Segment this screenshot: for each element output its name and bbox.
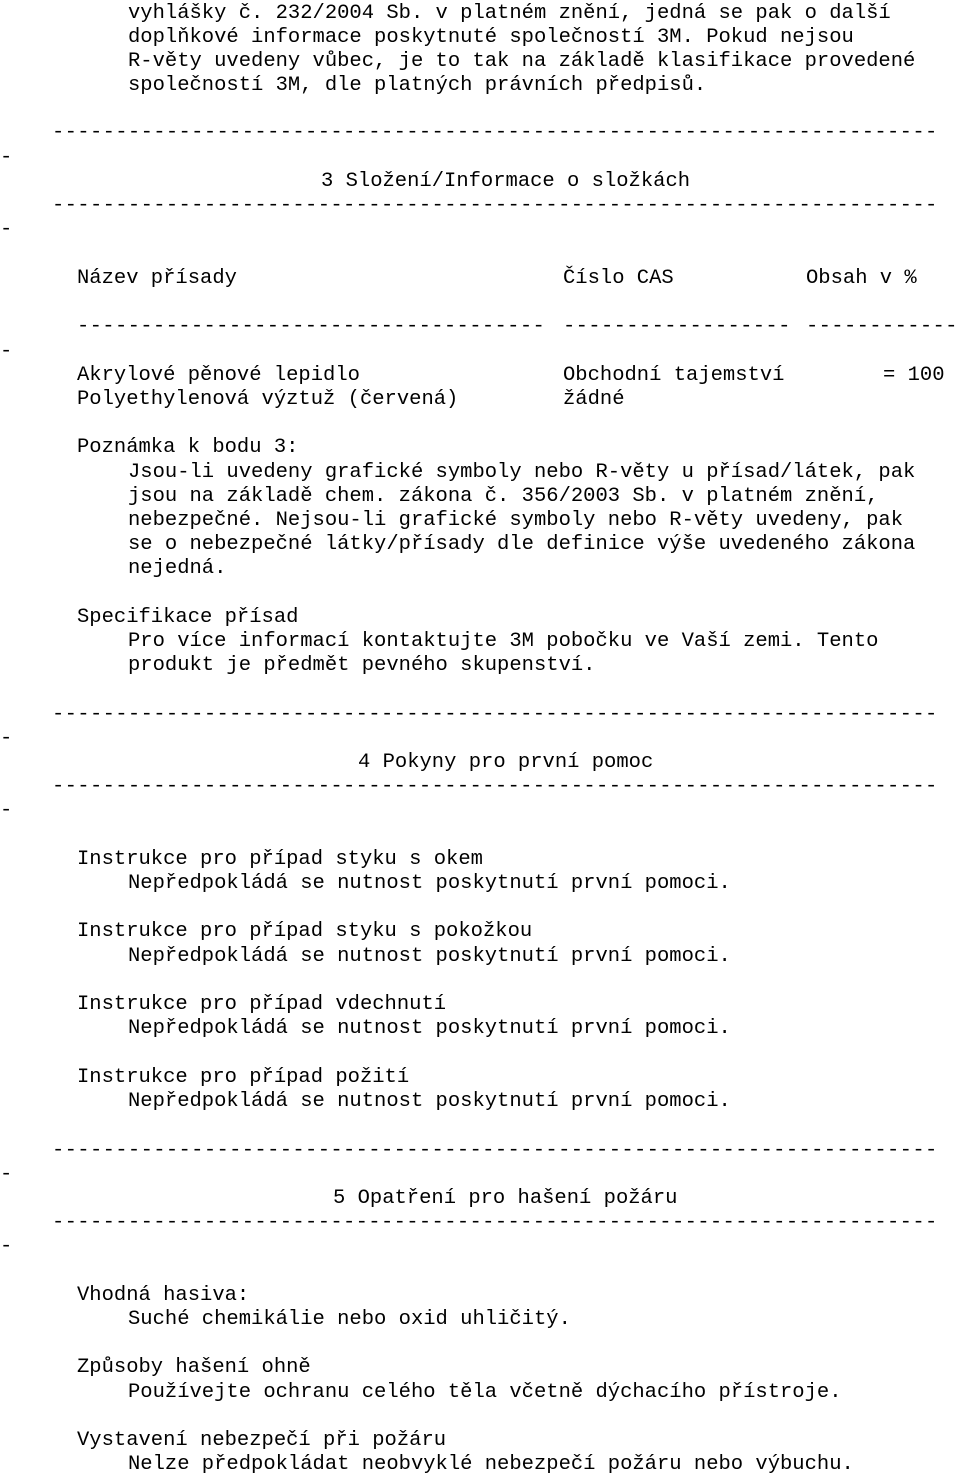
margin-dash: - [0, 1163, 13, 1186]
table-cell-name: Polyethylenová výztuž (červená) [77, 388, 459, 411]
first-aid-text: Nepředpokládá se nutnost poskytnutí první pomoci. [128, 872, 731, 895]
section-separator: ---------------------------------------------------------------------- [52, 1211, 938, 1234]
margin-dash: - [0, 1235, 13, 1258]
table-cell-cas: Obchodní tajemství [563, 364, 785, 387]
table-separator: ------------ [806, 315, 958, 338]
section-separator: ---------------------------------------------------------------------- [52, 194, 938, 217]
section-4-title: 4 Pokyny pro první pomoc [358, 751, 654, 774]
table-header-name: Název přísady [77, 267, 237, 290]
margin-dash: - [0, 146, 13, 169]
margin-dash: - [0, 727, 13, 750]
margin-dash: - [0, 218, 13, 241]
intro-line: vyhlášky č. 232/2004 Sb. v platném znění, jedná se pak o další [128, 2, 891, 25]
note-line: Jsou-li uvedeny grafické symboly nebo R-věty u přísad/látek, pak [128, 461, 916, 484]
table-header-content: Obsah v % [806, 267, 917, 290]
note-line: se o nebezpečné látky/přísady dle definice výše uvedeného zákona [128, 533, 916, 556]
first-aid-heading: Instrukce pro případ požití [77, 1066, 410, 1089]
section-separator: ---------------------------------------------------------------------- [52, 1139, 938, 1162]
margin-dash: - [0, 340, 13, 363]
section-3-title: 3 Složení/Informace o složkách [321, 170, 691, 193]
table-cell-cas: žádné [563, 388, 625, 411]
spec-line: Pro více informací kontaktujte 3M pobočku ve Vaší zemi. Tento [128, 630, 879, 653]
table-cell-content: = 100 [883, 364, 945, 387]
first-aid-text: Nepředpokládá se nutnost poskytnutí první pomoci. [128, 1090, 731, 1113]
intro-line: společností 3M, dle platných právních předpisů. [128, 74, 707, 97]
first-aid-heading: Instrukce pro případ styku s okem [77, 848, 483, 871]
first-aid-heading: Instrukce pro případ styku s pokožkou [77, 920, 533, 943]
firefighting-heading: Vystavení nebezpečí při požáru [77, 1429, 447, 1452]
note-line: nebezpečné. Nejsou-li grafické symboly nebo R-věty uvedeny, pak [128, 509, 904, 532]
margin-dash: - [0, 799, 13, 822]
table-separator: ------------------------------------- [77, 315, 546, 338]
first-aid-heading: Instrukce pro případ vdechnutí [77, 993, 447, 1016]
intro-line: R-věty uvedeny vůbec, je to tak na základě klasifikace provedené [128, 50, 916, 73]
first-aid-text: Nepředpokládá se nutnost poskytnutí první pomoci. [128, 945, 731, 968]
intro-line: doplňkové informace poskytnuté společností 3M. Pokud nejsou [128, 26, 854, 49]
note-line: nejedná. [128, 557, 227, 580]
table-separator: ------------------ [563, 315, 791, 338]
spec-line: produkt je předmět pevného skupenství. [128, 654, 596, 677]
spec-title: Specifikace přísad [77, 606, 299, 629]
firefighting-text: Používejte ochranu celého těla včetně dýchacího přístroje. [128, 1381, 842, 1404]
firefighting-text: Nelze předpokládat neobvyklé nebezpečí požáru nebo výbuchu. [128, 1453, 854, 1476]
section-separator: ---------------------------------------------------------------------- [52, 775, 938, 798]
section-separator: ---------------------------------------------------------------------- [52, 121, 938, 144]
table-header-cas: Číslo CAS [563, 267, 674, 290]
first-aid-text: Nepředpokládá se nutnost poskytnutí první pomoci. [128, 1017, 731, 1040]
firefighting-heading: Způsoby hašení ohně [77, 1356, 311, 1379]
note-title: Poznámka k bodu 3: [77, 436, 299, 459]
firefighting-text: Suché chemikálie nebo oxid uhličitý. [128, 1308, 571, 1331]
section-5-title: 5 Opatření pro hašení požáru [333, 1187, 678, 1210]
table-cell-name: Akrylové pěnové lepidlo [77, 364, 360, 387]
note-line: jsou na základě chem. zákona č. 356/2003 Sb. v platném znění, [128, 485, 879, 508]
firefighting-heading: Vhodná hasiva: [77, 1284, 250, 1307]
section-separator: ---------------------------------------------------------------------- [52, 703, 938, 726]
